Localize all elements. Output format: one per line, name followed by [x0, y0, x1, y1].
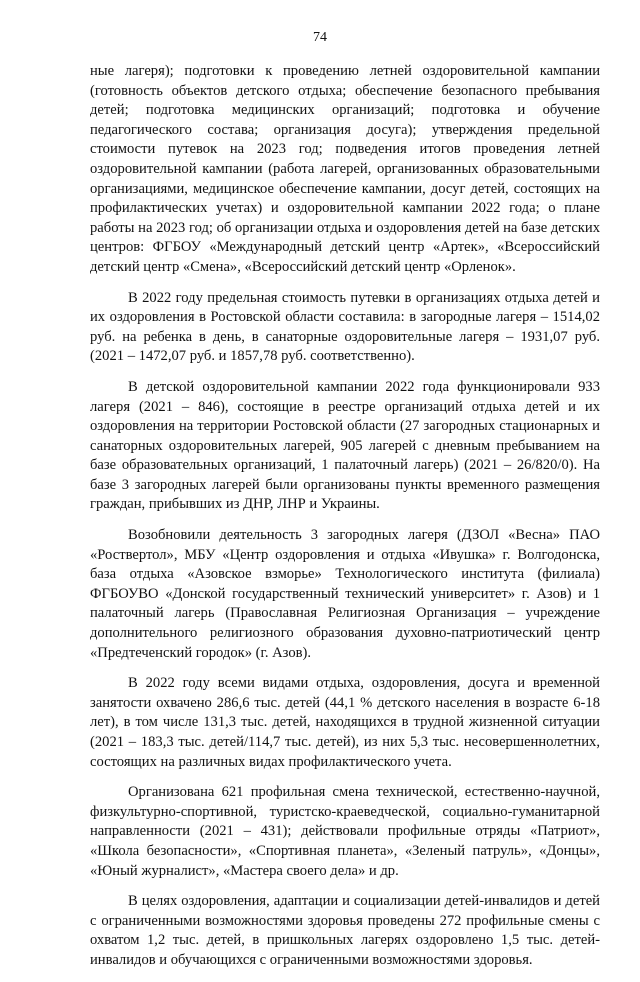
page-number: 74 — [313, 30, 327, 45]
paragraph-coverage: В 2022 году всеми видами отдыха, оздоровления, досуга и временной занятости охвачено 286,6 тыс. детей (44,1 % детского населения в возрасте 6-18 лет), в том числе 131,3 тыс. детей, находящихся в трудной жизненной ситуации (2021 – 183,3 тыс. детей/114,7 тыс. детей), из них 5,3 тыс. несовершеннолетних, состоящих на различных видах профилактического учета. — [90, 675, 600, 770]
paragraph-disabled-children: В целях оздоровления, адаптации и социализации детей-инвалидов и детей с ограниченными возможностями здоровья проведены 272 профильные смены с охватом 1,2 тыс. детей, в пришкольных лагерях оздоровлено 1,5 тыс. детей-инвалидов и обучающихся с ограниченными возможностями здоровья. — [90, 893, 600, 968]
paragraph-resumed-camps: Возобновили деятельность 3 загородных лагеря (ДЗОЛ «Весна» ПАО «Роствертол», МБУ «Центр оздоровления и отдыха «Ивушка» г. Волгодонска, база отдыха «Азовское взморье» Технологического института (филиала) ФГБОУВО «Донской государственный технический университет» г. Азов) и 1 палаточный лагерь (Православная Религиозная Организация – учреждение дополнительного религиозного образования духовно-патриотический центр «Предтеченский городок» (г. Азов). — [90, 527, 600, 661]
body-text — [90, 62, 600, 982]
paragraph-camps-count: В детской оздоровительной кампании 2022 года функционировали 933 лагеря (2021 – 846), состоящие в реестре организаций отдыха детей и их оздоровления на территории Ростовской области (27 загородных стационарных и санаторных оздоровительных лагерей, 905 лагерей с дневным пребыванием на базе образовательных организаций, 1 палаточный лагерь) (2021 – 26/820/0). На базе 3 загородных лагерей были организованы пункты временного размещения граждан, прибывших из ДНР, ЛНР и Украины. — [90, 378, 600, 513]
paragraph-1-continuation: ные лагеря); подготовки к проведению летней оздоровительной кампании (готовность объектов детского отдыха; обеспечение безопасного пребывания детей; подготовка медицинских организаций; подготовка и обучение педагогического состава; организация досуга); утверждения предельной стоимости путевок на 2023 год; подведения итогов проведения летней оздоровительной кампании (работа лагерей, организованных образовательными организациями, медицинское обеспечение кампании, досуг детей, состоящих на профилактических учетах) и оздоровительной кампании 2022 года; о плане работы на 2023 год; об организации отдыха и оздоровления детей на базе детских центров: ФГБОУ «Международный детский центр «Артек», «Всероссийский детский центр «Смена», «Всероссийский детский центр «Орленок». — [90, 63, 600, 275]
paragraph-voucher-cost: В 2022 году предельная стоимость путевки в организациях отдыха детей и их оздоровления в Ростовской области составила: в загородные лагеря – 1514,02 руб. на ребенка в день, в санаторные оздоровительные лагеря – 1931,07 руб. (2021 – 1472,07 руб. и 1857,78 руб. соответственно). — [90, 289, 600, 365]
paragraph-profile-shifts: Организована 621 профильная смена технической, естественно-научной, физкультурно-спортивной, туристско-краеведческой, социально-гуманитарной направленности (2021 – 431); действовали профильные отряды «Патриот», «Школа безопасности», «Спортивная планета», «Зеленый патруль», «Донцы», «Юный журналист», «Мастера своего дела» и др. — [90, 784, 600, 879]
